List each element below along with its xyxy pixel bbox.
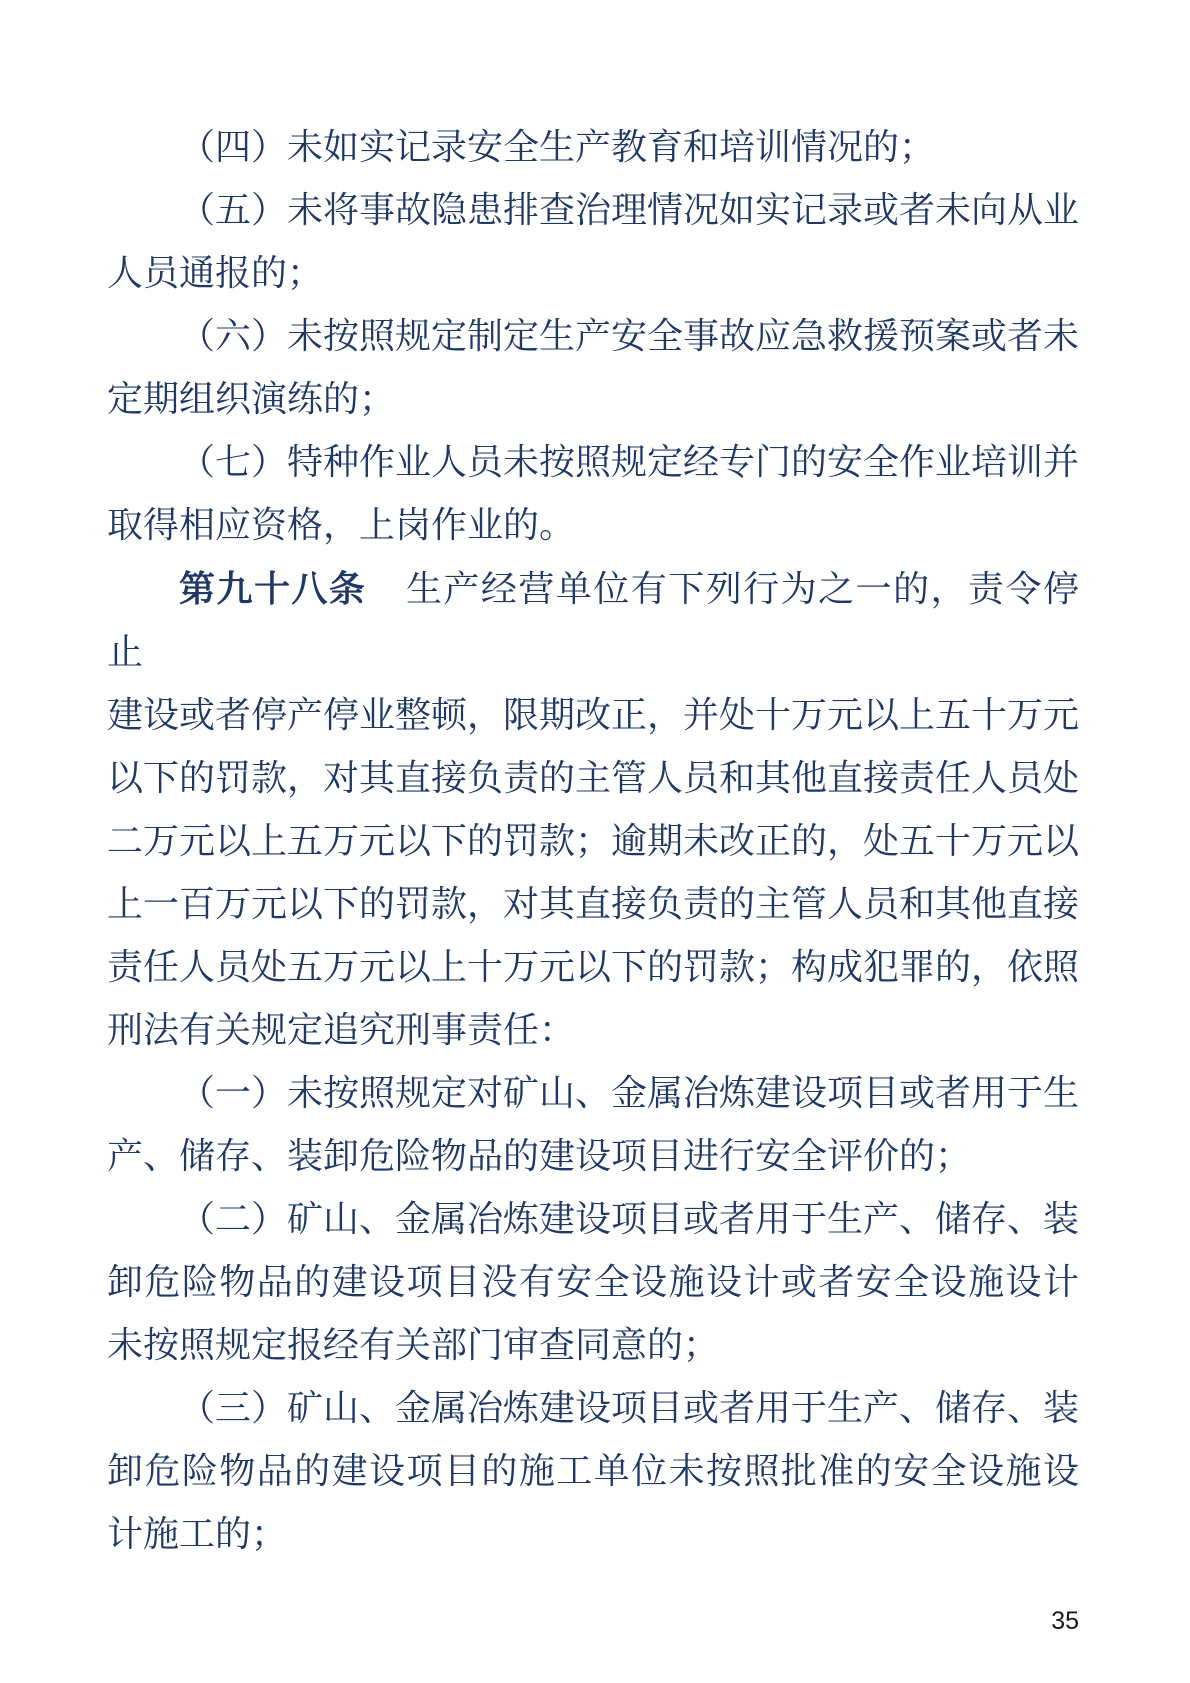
page-number: 35 xyxy=(1051,1607,1079,1635)
text-line: 上一百万元以下的罚款，对其直接负责的主管人员和其他直接 xyxy=(107,884,1079,924)
text-line: （六）未按照规定制定生产安全事故应急救援预案或者未 xyxy=(179,316,1079,356)
text-line: （一）未按照规定对矿山、金属冶炼建设项目或者用于生 xyxy=(179,1073,1079,1113)
article-number: 第九十八条 xyxy=(179,568,367,609)
text-line: 二万元以上五万元以下的罚款；逾期未改正的，处五十万元以 xyxy=(107,821,1079,861)
text-line: 刑法有关规定追究刑事责任： xyxy=(107,1010,576,1050)
text-line: 人员通报的； xyxy=(107,253,324,293)
text-line xyxy=(107,557,1079,684)
text-line: 定期组织演练的； xyxy=(107,379,396,419)
text-line: （三）矿山、金属冶炼建设项目或者用于生产、储存、装 xyxy=(179,1388,1079,1428)
text-line: 建设或者停产停业整顿，限期改正，并处十万元以上五十万元 xyxy=(107,695,1079,735)
text-line: 卸危险物品的建设项目没有安全设施设计或者安全设施设计 xyxy=(107,1262,1079,1302)
text-line: 未按照规定报经有关部门审查同意的； xyxy=(107,1325,720,1365)
text-line: 产、储存、装卸危险物品的建设项目进行安全评价的； xyxy=(107,1136,972,1176)
text-line: （四）未如实记录安全生产教育和培训情况的； xyxy=(179,127,936,167)
text-line-content: 生产经营单位有下列行为之一的，责令停止 xyxy=(107,569,1079,672)
text-line: 计施工的； xyxy=(107,1514,288,1554)
text-line: （五）未将事故隐患排查治理情况如实记录或者未向从业 xyxy=(179,190,1079,230)
text-line: 以下的罚款，对其直接负责的主管人员和其他直接责任人员处 xyxy=(107,758,1079,798)
text-line: 卸危险物品的建设项目的施工单位未按照批准的安全设施设 xyxy=(107,1451,1079,1491)
text-line: 取得相应资格，上岗作业的。 xyxy=(107,505,576,545)
text-line: （二）矿山、金属冶炼建设项目或者用于生产、储存、装 xyxy=(179,1199,1079,1239)
text-line: 责任人员处五万元以上十万元以下的罚款；构成犯罪的，依照 xyxy=(107,947,1079,987)
text-line: （七）特种作业人员未按照规定经专门的安全作业培训并 xyxy=(179,442,1079,482)
text-block xyxy=(107,116,1079,1566)
